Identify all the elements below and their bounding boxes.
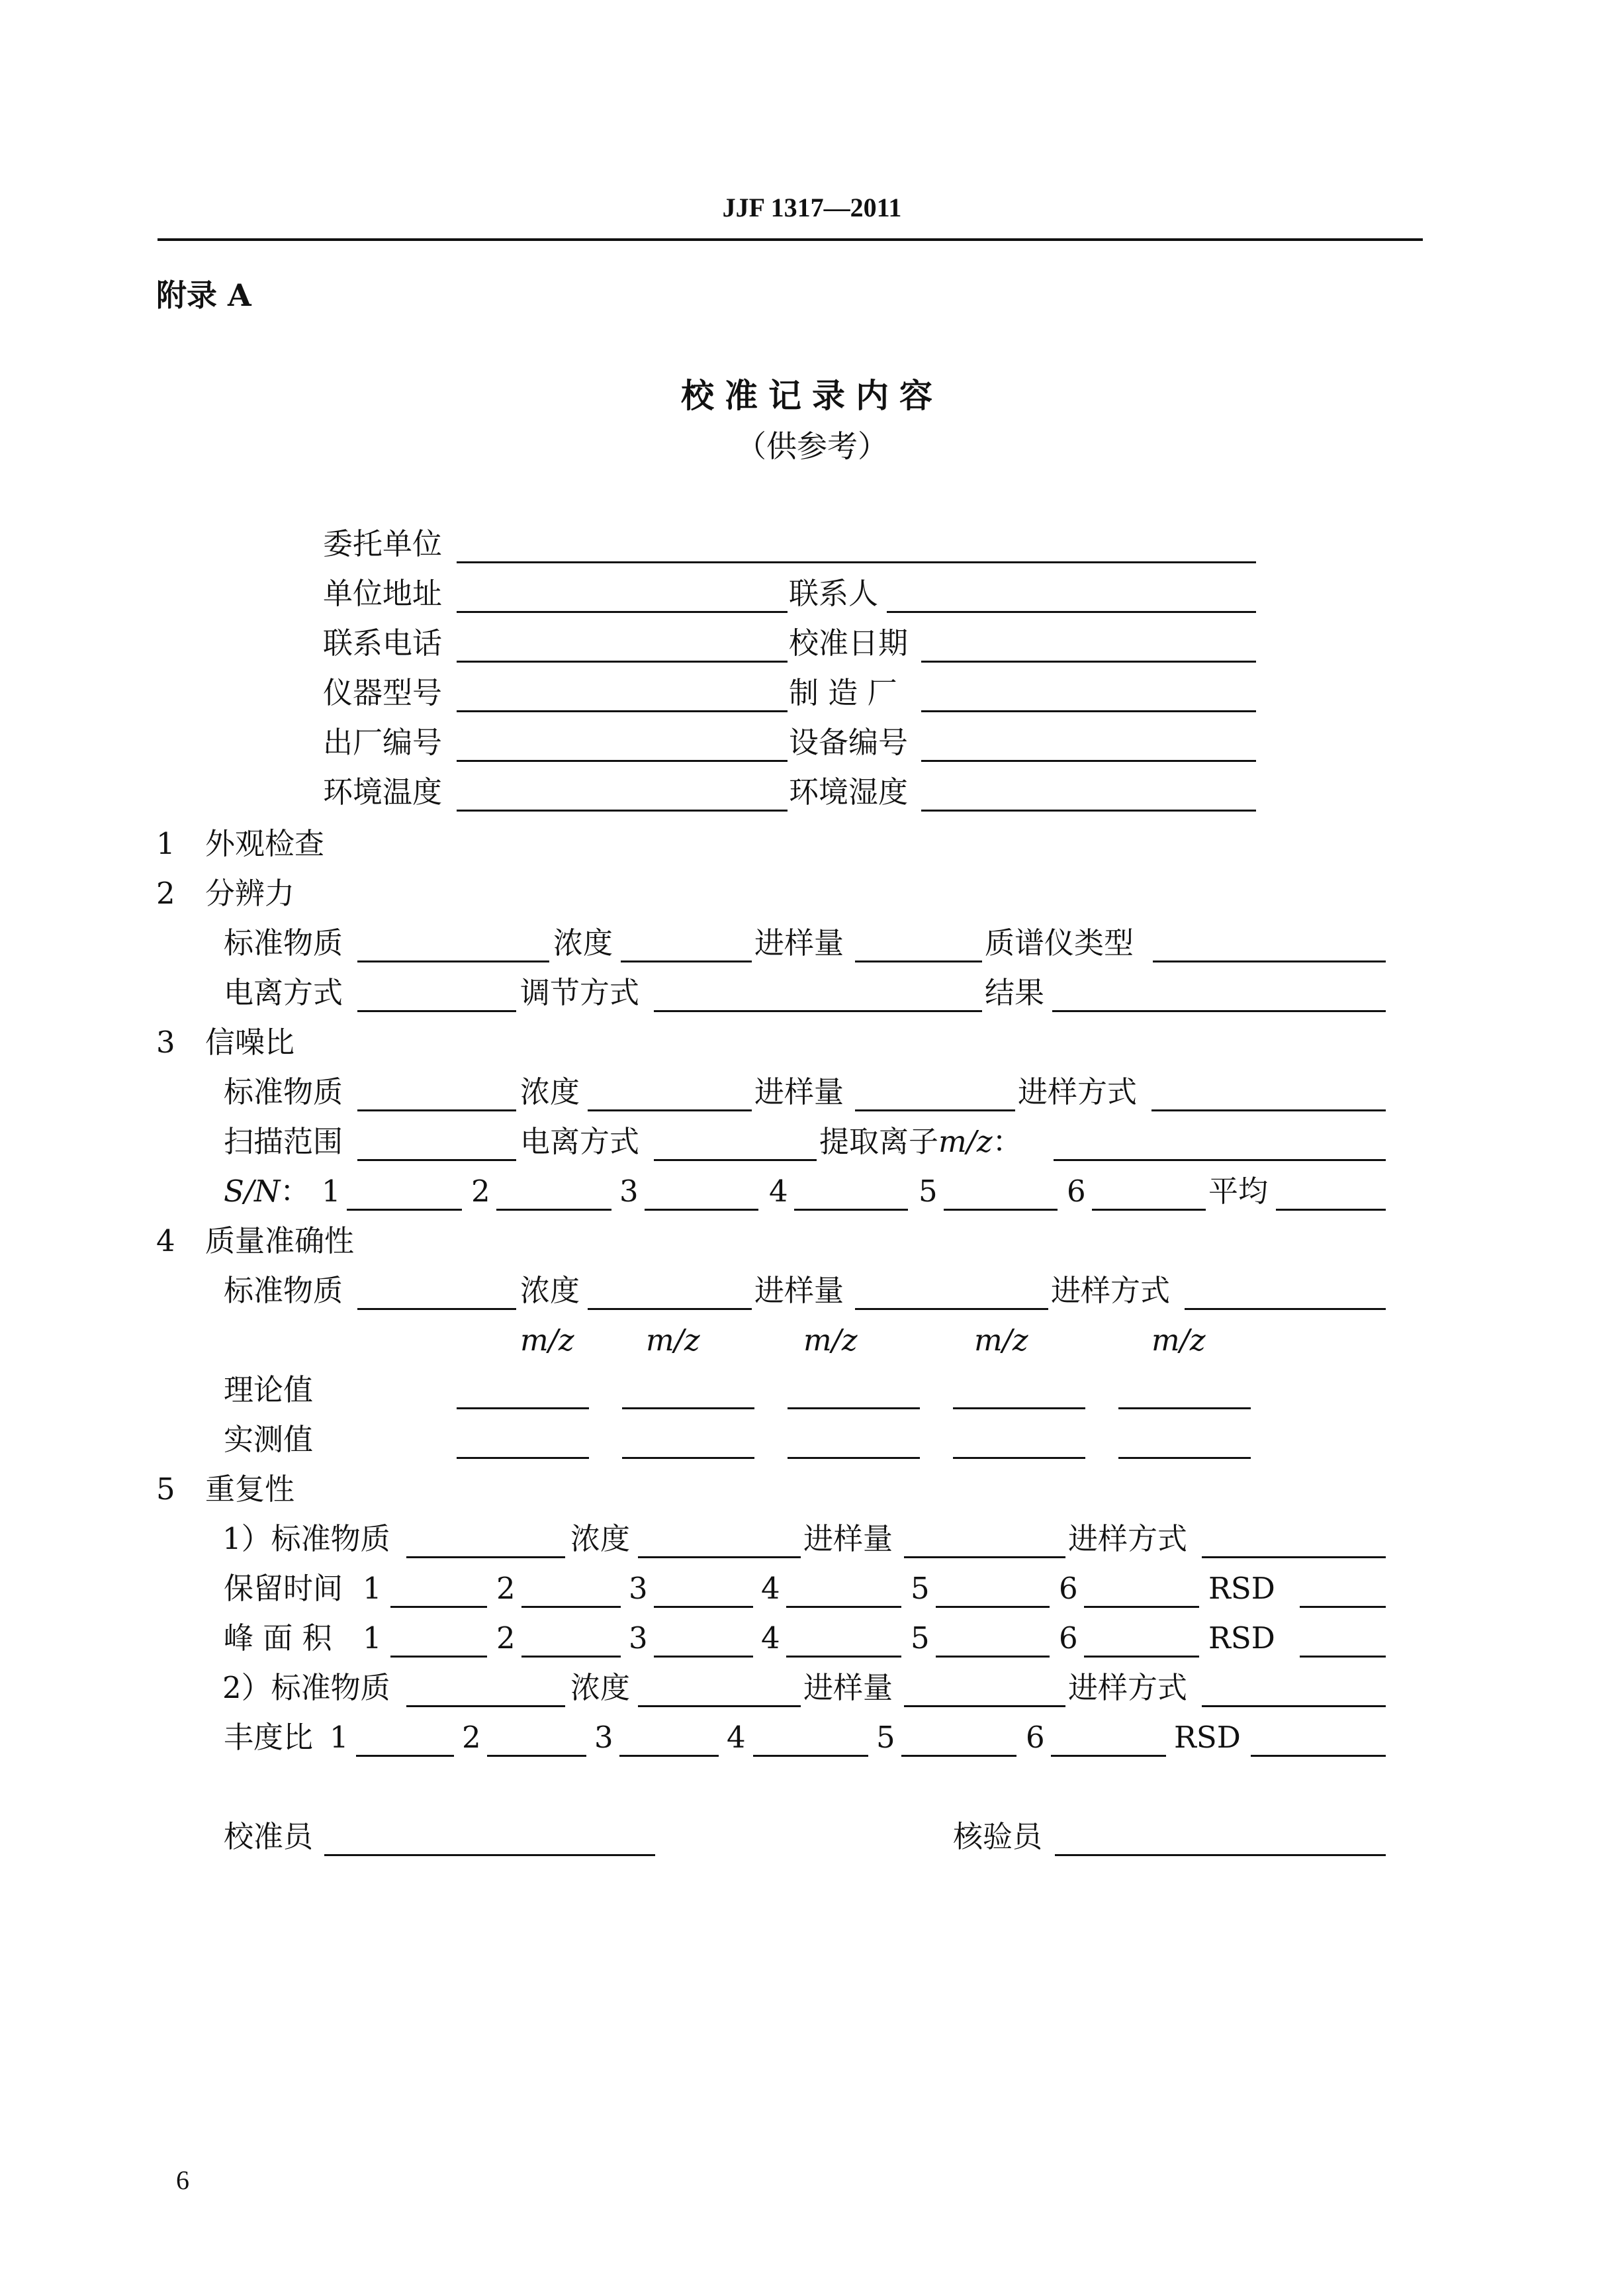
s5-rt-num-4: 4 <box>761 1571 780 1606</box>
label-address: 单位地址 <box>323 576 443 611</box>
s3-sn-field-3[interactable] <box>645 1209 758 1211</box>
s2-field-std[interactable] <box>357 960 549 962</box>
field-cal-date[interactable] <box>921 661 1256 663</box>
s5-p2-field-injmode[interactable] <box>1202 1705 1386 1707</box>
s4-measured-field-3[interactable] <box>788 1457 920 1459</box>
s5-area-num-6: 6 <box>1059 1620 1078 1656</box>
s4-mz-header-5: m/z <box>1151 1323 1206 1358</box>
s5-rt-num-3: 3 <box>629 1571 648 1606</box>
s5-rt-num-5: 5 <box>911 1571 930 1606</box>
s4-label-inj: 进样量 <box>754 1273 844 1308</box>
appendix-label: 附录 A <box>156 277 251 313</box>
s5-abund-label-rsd: RSD <box>1174 1720 1241 1755</box>
s4-field-std[interactable] <box>357 1308 516 1310</box>
s5-abund-field-5[interactable] <box>901 1755 1016 1757</box>
s3-label-std: 标准物质 <box>224 1074 343 1109</box>
s3-sn-num-3: 3 <box>619 1174 639 1209</box>
label-humidity: 环境湿度 <box>789 774 909 810</box>
s5-rt-field-4[interactable] <box>786 1606 901 1608</box>
s2-field-tune[interactable] <box>654 1010 982 1012</box>
s3-sn-field-1[interactable] <box>347 1209 462 1211</box>
label-phone: 联系电话 <box>323 626 443 661</box>
s5-rt-num-2: 2 <box>496 1571 516 1606</box>
s3-extract-mz: m/z <box>938 1124 993 1159</box>
field-maker[interactable] <box>921 710 1256 712</box>
field-contact[interactable] <box>887 611 1256 613</box>
s5-rt-label-rsd: RSD <box>1208 1571 1275 1606</box>
s5-abund-field-1[interactable] <box>356 1755 454 1757</box>
header-rule <box>158 238 1423 241</box>
s5-area-field-5[interactable] <box>936 1656 1050 1658</box>
page-title: 校准记录内容 <box>681 376 943 415</box>
s4-theory-field-2[interactable] <box>622 1407 754 1409</box>
label-client: 委托单位 <box>323 526 443 561</box>
s3-label-avg: 平均 <box>1208 1174 1269 1209</box>
label-temperature: 环境温度 <box>323 774 443 810</box>
field-temperature[interactable] <box>457 810 788 812</box>
s5-abund-num-1: 1 <box>330 1720 349 1755</box>
field-model[interactable] <box>457 710 788 712</box>
s5-p2-label-injmode: 进样方式 <box>1068 1670 1188 1705</box>
label-calibrator: 校准员 <box>224 1819 314 1854</box>
s4-field-injmode[interactable] <box>1185 1308 1386 1310</box>
section-4-title: 质量准确性 <box>205 1223 355 1258</box>
s5-abund-field-3[interactable] <box>619 1755 719 1757</box>
s5-rt-field-rsd[interactable] <box>1300 1606 1386 1608</box>
field-address[interactable] <box>457 611 788 613</box>
s3-field-extract[interactable] <box>1054 1159 1386 1161</box>
s5-p1-label-inj: 进样量 <box>803 1521 893 1556</box>
s5-area-field-1[interactable] <box>390 1656 487 1658</box>
s5-area-field-2[interactable] <box>521 1656 621 1658</box>
s5-area-label-rsd: RSD <box>1208 1620 1275 1656</box>
s5-abund-num-5: 5 <box>876 1720 895 1755</box>
s3-sn-field-2[interactable] <box>496 1209 611 1211</box>
s5-area-field-6[interactable] <box>1084 1656 1199 1658</box>
s3-field-std[interactable] <box>357 1109 516 1111</box>
s5-p1-field-inj[interactable] <box>904 1556 1065 1558</box>
label-contact: 联系人 <box>789 576 879 611</box>
section-2-number: 2 <box>156 876 175 911</box>
s5-p1-field-conc[interactable] <box>638 1556 801 1558</box>
s5-abund-field-4[interactable] <box>753 1755 868 1757</box>
s2-label-ion: 电离方式 <box>224 975 343 1010</box>
page-number: 6 <box>176 2165 189 2195</box>
s3-sn-field-6[interactable] <box>1092 1209 1206 1211</box>
s5-rt-field-5[interactable] <box>936 1606 1050 1608</box>
label-cal-date: 校准日期 <box>789 626 909 661</box>
s5-area-num-5: 5 <box>911 1620 930 1656</box>
s5-label-rt: 保留时间 <box>224 1571 343 1606</box>
section-2-title: 分辨力 <box>205 876 295 911</box>
label-equip-no: 设备编号 <box>789 725 909 760</box>
section-1-number: 1 <box>156 826 175 861</box>
s5-rt-field-2[interactable] <box>521 1606 621 1608</box>
s5-p1-field-std[interactable] <box>406 1556 565 1558</box>
s4-field-conc[interactable] <box>588 1308 752 1310</box>
s3-label-inj: 进样量 <box>754 1074 844 1109</box>
s3-sn-field-5[interactable] <box>944 1209 1058 1211</box>
s4-measured-field-4[interactable] <box>953 1457 1085 1459</box>
field-calibrator[interactable] <box>324 1854 655 1856</box>
s3-sn-num-5: 5 <box>919 1174 938 1209</box>
s5-label-abund: 丰度比 <box>224 1720 314 1755</box>
s2-label-inj: 进样量 <box>754 925 844 960</box>
s5-rt-field-3[interactable] <box>654 1606 753 1608</box>
field-client[interactable] <box>457 561 1256 563</box>
label-model: 仪器型号 <box>323 675 443 710</box>
s3-field-injmode[interactable] <box>1151 1109 1386 1111</box>
label-serial: 出厂编号 <box>323 725 443 760</box>
s5-abund-field-2[interactable] <box>487 1755 586 1757</box>
s5-abund-num-4: 4 <box>727 1720 746 1755</box>
s5-area-field-3[interactable] <box>654 1656 753 1658</box>
s2-field-inj[interactable] <box>855 960 982 962</box>
s4-mz-header-4: m/z <box>974 1323 1028 1358</box>
s3-sn-num-6: 6 <box>1067 1174 1086 1209</box>
s4-label-injmode: 进样方式 <box>1051 1273 1171 1308</box>
s3-sn-text: S/N <box>224 1174 281 1209</box>
s5-label-p1: 1）标准物质 <box>222 1521 390 1556</box>
s5-label-p2: 2）标准物质 <box>222 1670 390 1705</box>
s5-p2-field-conc[interactable] <box>638 1705 801 1707</box>
s4-label-theory: 理论值 <box>224 1372 314 1407</box>
section-4-number: 4 <box>156 1223 175 1258</box>
s4-mz-header-1: m/z <box>520 1323 574 1358</box>
s4-field-inj[interactable] <box>855 1308 1048 1310</box>
s3-field-ion[interactable] <box>654 1159 817 1161</box>
s5-area-num-1: 1 <box>363 1620 382 1656</box>
s5-area-field-rsd[interactable] <box>1300 1656 1386 1658</box>
s5-p2-field-std[interactable] <box>406 1705 565 1707</box>
s4-measured-field-2[interactable] <box>622 1457 754 1459</box>
s5-rt-num-1: 1 <box>363 1571 382 1606</box>
s3-label-scan: 扫描范围 <box>224 1124 343 1159</box>
section-1-title: 外观检查 <box>205 826 325 861</box>
s5-area-num-2: 2 <box>496 1620 516 1656</box>
s3-sn-num-2: 2 <box>471 1174 490 1209</box>
s3-extract-text: 提取离子 <box>819 1124 939 1159</box>
s3-sn-num-4: 4 <box>769 1174 788 1209</box>
s3-field-avg[interactable] <box>1276 1209 1386 1211</box>
s4-mz-header-2: m/z <box>646 1323 700 1358</box>
s4-label-measured: 实测值 <box>224 1422 314 1457</box>
s3-label-ion: 电离方式 <box>520 1124 640 1159</box>
s2-label-tune: 调节方式 <box>520 975 640 1010</box>
s3-label-extract <box>819 1124 1022 1160</box>
section-3-number: 3 <box>156 1025 175 1060</box>
s2-field-conc[interactable] <box>621 960 752 962</box>
s3-field-inj[interactable] <box>855 1109 1015 1111</box>
s5-label-area: 峰 面 积 <box>224 1620 332 1656</box>
section-5-title: 重复性 <box>205 1472 295 1507</box>
s4-label-std: 标准物质 <box>224 1273 343 1308</box>
s4-theory-field-5[interactable] <box>1118 1407 1251 1409</box>
label-verifier: 核验员 <box>953 1819 1043 1854</box>
s5-p2-field-inj[interactable] <box>904 1705 1065 1707</box>
s3-sn-num-1: 1 <box>322 1174 341 1209</box>
s5-p1-label-conc: 浓度 <box>570 1521 631 1556</box>
section-3-title: 信噪比 <box>205 1025 295 1060</box>
field-equip-no[interactable] <box>921 760 1256 762</box>
s3-label-sn <box>224 1174 310 1209</box>
document-code: JJF 1317—2011 <box>722 193 902 222</box>
s5-p2-label-inj: 进样量 <box>803 1670 893 1705</box>
s3-extract-colon: ： <box>992 1124 1022 1159</box>
s5-rt-num-6: 6 <box>1059 1571 1078 1606</box>
s4-mz-header-3: m/z <box>803 1323 858 1358</box>
s4-theory-field-4[interactable] <box>953 1407 1085 1409</box>
s5-abund-num-3: 3 <box>594 1720 613 1755</box>
section-5-number: 5 <box>156 1472 175 1507</box>
s4-theory-field-1[interactable] <box>457 1407 589 1409</box>
page-subtitle: （供参考） <box>736 428 888 464</box>
s4-measured-field-1[interactable] <box>457 1457 589 1459</box>
s2-label-mstype: 质谱仪类型 <box>985 925 1134 960</box>
field-humidity[interactable] <box>921 810 1256 812</box>
s2-label-conc: 浓度 <box>553 925 613 960</box>
field-phone[interactable] <box>457 661 788 663</box>
s5-p2-label-conc: 浓度 <box>570 1670 631 1705</box>
s2-label-std: 标准物质 <box>224 925 343 960</box>
s2-field-result[interactable] <box>1052 1010 1386 1012</box>
s3-sn-colon: ： <box>280 1174 310 1209</box>
s3-field-conc[interactable] <box>588 1109 752 1111</box>
s3-field-scan[interactable] <box>357 1159 516 1161</box>
s5-area-field-4[interactable] <box>786 1656 901 1658</box>
s5-rt-field-1[interactable] <box>390 1606 487 1608</box>
s2-field-mstype[interactable] <box>1153 960 1386 962</box>
s5-area-num-3: 3 <box>629 1620 648 1656</box>
s4-theory-field-3[interactable] <box>788 1407 920 1409</box>
label-maker: 制 造 厂 <box>789 675 897 710</box>
s3-label-injmode: 进样方式 <box>1018 1074 1138 1109</box>
s5-p1-field-injmode[interactable] <box>1202 1556 1386 1558</box>
s5-p1-label-injmode: 进样方式 <box>1068 1521 1188 1556</box>
s5-abund-field-rsd[interactable] <box>1251 1755 1386 1757</box>
field-serial[interactable] <box>457 760 788 762</box>
s5-abund-num-2: 2 <box>462 1720 481 1755</box>
s4-label-conc: 浓度 <box>520 1273 580 1308</box>
s3-label-conc: 浓度 <box>520 1074 580 1109</box>
s3-sn-field-4[interactable] <box>794 1209 908 1211</box>
s5-abund-field-6[interactable] <box>1051 1755 1166 1757</box>
field-verifier[interactable] <box>1055 1854 1386 1856</box>
s2-label-result: 结果 <box>985 975 1045 1010</box>
s5-rt-field-6[interactable] <box>1084 1606 1199 1608</box>
s2-field-ion[interactable] <box>357 1010 516 1012</box>
s5-area-num-4: 4 <box>761 1620 780 1656</box>
s5-abund-num-6: 6 <box>1026 1720 1045 1755</box>
s4-measured-field-5[interactable] <box>1118 1457 1251 1459</box>
